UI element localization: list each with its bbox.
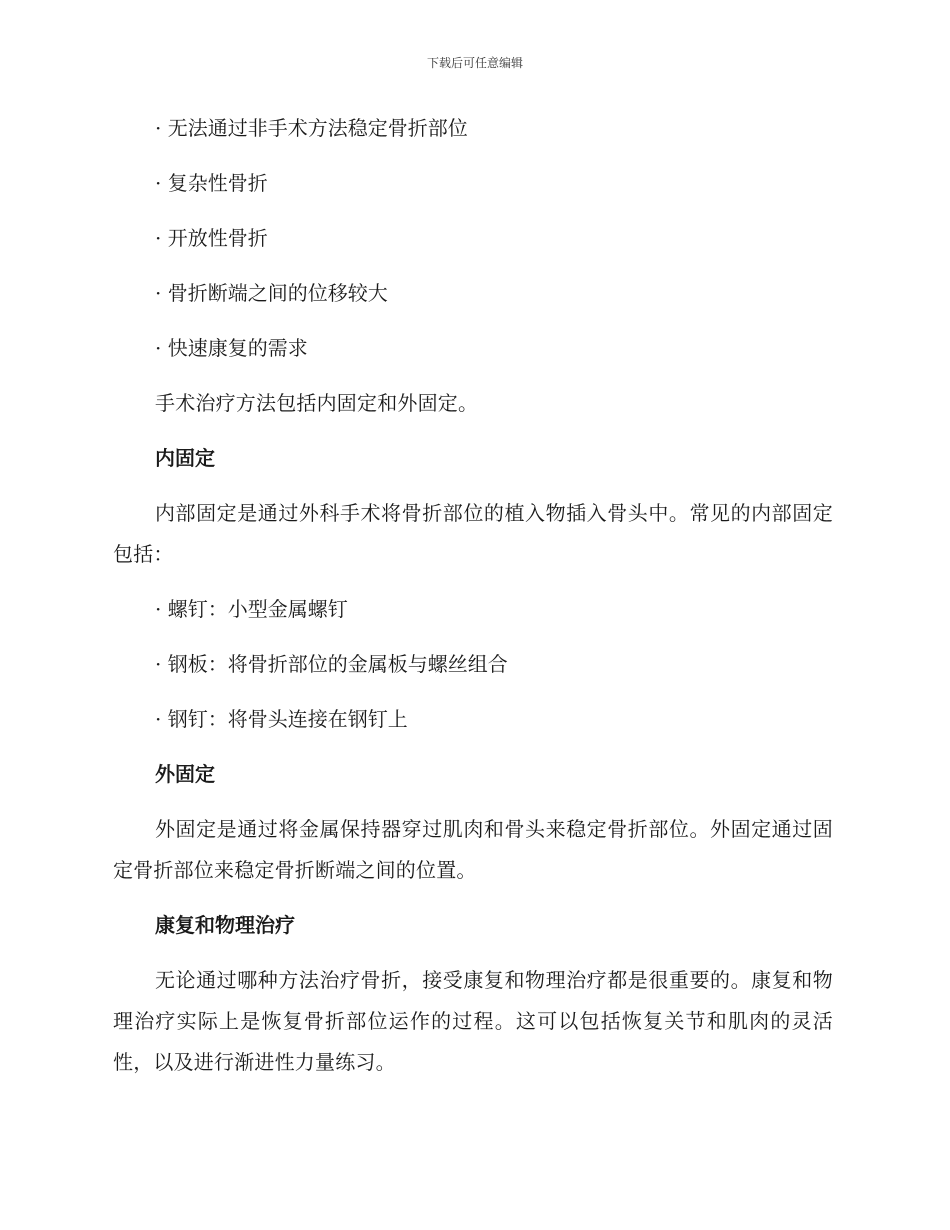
external-fixation-heading: 外固定 xyxy=(155,762,215,786)
internal-fixation-heading: 内固定 xyxy=(155,446,215,470)
header-note: 下载后可任意编辑 xyxy=(426,56,523,70)
indication-item: · 快速康复的需求 xyxy=(155,336,308,360)
internal-fixation-item: · 钢钉：将骨头连接在钢钉上 xyxy=(155,707,408,731)
internal-fixation-paragraph: 内部固定是通过外科手术将骨折部位的植入物插入骨头中。常见的内部固定包括： xyxy=(113,501,833,566)
internal-fixation-item: · 钢板：将骨折部位的金属板与螺丝组合 xyxy=(155,652,508,676)
rehabilitation-heading: 康复和物理治疗 xyxy=(155,913,295,937)
indication-item: · 骨折断端之间的位移较大 xyxy=(155,281,388,305)
document-content xyxy=(113,108,833,1097)
indication-item: · 无法通过非手术方法稳定骨折部位 xyxy=(155,116,468,140)
indication-item: · 开放性骨折 xyxy=(155,226,268,250)
external-fixation-paragraph: 外固定是通过将金属保持器穿过肌肉和骨头来稳定骨折部位。外固定通过固定骨折部位来稳定骨折断端之间的位置。 xyxy=(113,817,833,882)
rehabilitation-paragraph: 无论通过哪种方法治疗骨折，接受康复和物理治疗都是很重要的。康复和物理治疗实际上是恢复骨折部位运作的过程。这可以包括恢复关节和肌肉的灵活性，以及进行渐进性力量练习。 xyxy=(113,968,833,1074)
indication-item: · 复杂性骨折 xyxy=(155,171,268,195)
surgery-intro-paragraph: 手术治疗方法包括内固定和外固定。 xyxy=(155,391,479,415)
internal-fixation-item: · 螺钉：小型金属螺钉 xyxy=(155,597,348,621)
